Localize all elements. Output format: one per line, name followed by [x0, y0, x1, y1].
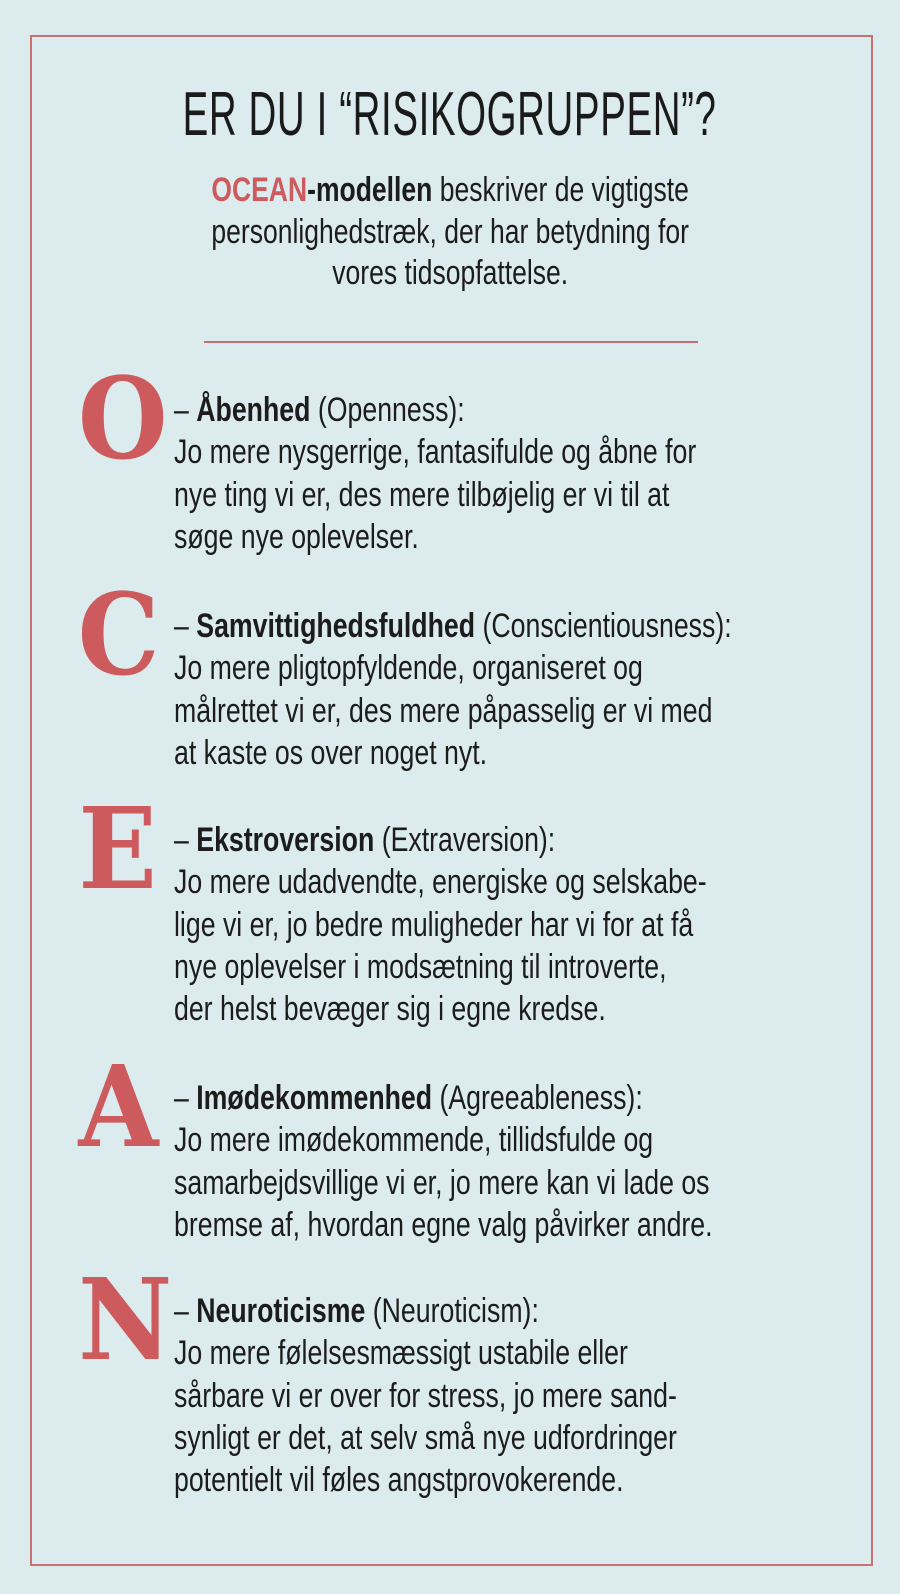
drop-cap-letter-e: E [78, 784, 158, 915]
trait-description-line: målrettet vi er, des mere påpasselig er vi med [174, 691, 713, 730]
trait-english-name: (Openness): [310, 391, 465, 429]
intro-line-3: vores tidsopfattelse. [332, 254, 568, 292]
trait-description-line: at kaste os over noget nyt. [174, 733, 488, 772]
drop-cap-letter-n: N [78, 1255, 173, 1386]
trait-heading: – Neuroticisme (Neuroticism): [174, 1292, 539, 1330]
trait-description-line: Jo mere nysgerrige, fantasifulde og åbne for [174, 433, 697, 472]
trait-description-line: nye ting vi er, des mere tilbøjelig er vi til at [174, 475, 670, 514]
title-container [0, 82, 900, 148]
trait-description-line: bremse af, hvordan egne valg påvirker andre. [174, 1205, 713, 1244]
trait-description-line: potentielt vil føles angstprovokerende. [174, 1461, 624, 1500]
trait-name: Åbenhed [196, 391, 311, 429]
trait-extraversion-text [174, 819, 874, 1030]
intro-line-2: personlighedstræk, der har betydning for [211, 212, 689, 251]
trait-english-name: (Neuroticism): [365, 1292, 539, 1330]
trait-description-line: synligt er det, at selv små nye udfordringer [174, 1418, 677, 1457]
trait-openness-text [174, 389, 874, 558]
drop-cap-letter-a: A [78, 1042, 158, 1173]
page-title: ER DU I “RISIKOGRUPPEN”? [183, 80, 717, 149]
ocean-accent-word: OCEAN [211, 171, 308, 209]
section-divider [204, 341, 698, 343]
trait-description-line: samarbejdsvillige vi er, jo mere kan vi lade os [174, 1163, 710, 1202]
trait-description-line: Jo mere pligtopfyldende, organiseret og [174, 649, 643, 688]
intro-line-1 [0, 170, 900, 212]
trait-english-name: (Extraversion): [374, 821, 556, 859]
trait-heading: – Samvittighedsfuldhed (Conscientiousness): [174, 607, 732, 645]
intro-line-1-rest: beskriver de vigtigste [432, 171, 689, 209]
drop-cap-letter-o: O [77, 354, 168, 485]
trait-description-line: Jo mere imødekommende, tillidsfulde og [174, 1121, 654, 1160]
trait-name: Ekstroversion [196, 821, 375, 859]
trait-english-name: (Conscientiousness): [475, 607, 732, 645]
trait-description-line: sårbare vi er over for stress, jo mere sand- [174, 1376, 677, 1415]
trait-heading: – Ekstroversion (Extraversion): [174, 821, 556, 859]
trait-heading: – Imødekommenhed (Agreeableness): [174, 1079, 643, 1117]
trait-description-line: Jo mere følelsesmæssigt ustabile eller [174, 1334, 628, 1373]
trait-description-line: Jo mere udadvendte, energiske og selskabe- [174, 863, 707, 902]
trait-description-line: lige vi er, jo bedre muligheder har vi for at få [174, 905, 694, 944]
trait-neuroticism-text [174, 1290, 874, 1501]
trait-description-line: der helst bevæger sig i egne kredse. [174, 990, 606, 1029]
trait-description-line: nye oplevelser i modsætning til introverte, [174, 947, 667, 986]
trait-agreeableness-text [174, 1077, 874, 1246]
trait-name: Samvittighedsfuldhed [196, 607, 476, 645]
trait-description-line: søge nye oplevelser. [174, 517, 419, 556]
drop-cap-letter-c: C [77, 570, 160, 701]
intro-paragraph [0, 170, 900, 295]
trait-conscientiousness-text [174, 605, 874, 774]
modellen-bold-word: -modellen [307, 171, 433, 209]
trait-heading: – Åbenhed (Openness): [174, 391, 465, 429]
trait-name: Neuroticisme [196, 1292, 366, 1330]
trait-english-name: (Agreeableness): [432, 1079, 643, 1117]
trait-name: Imødekommenhed [196, 1079, 433, 1117]
